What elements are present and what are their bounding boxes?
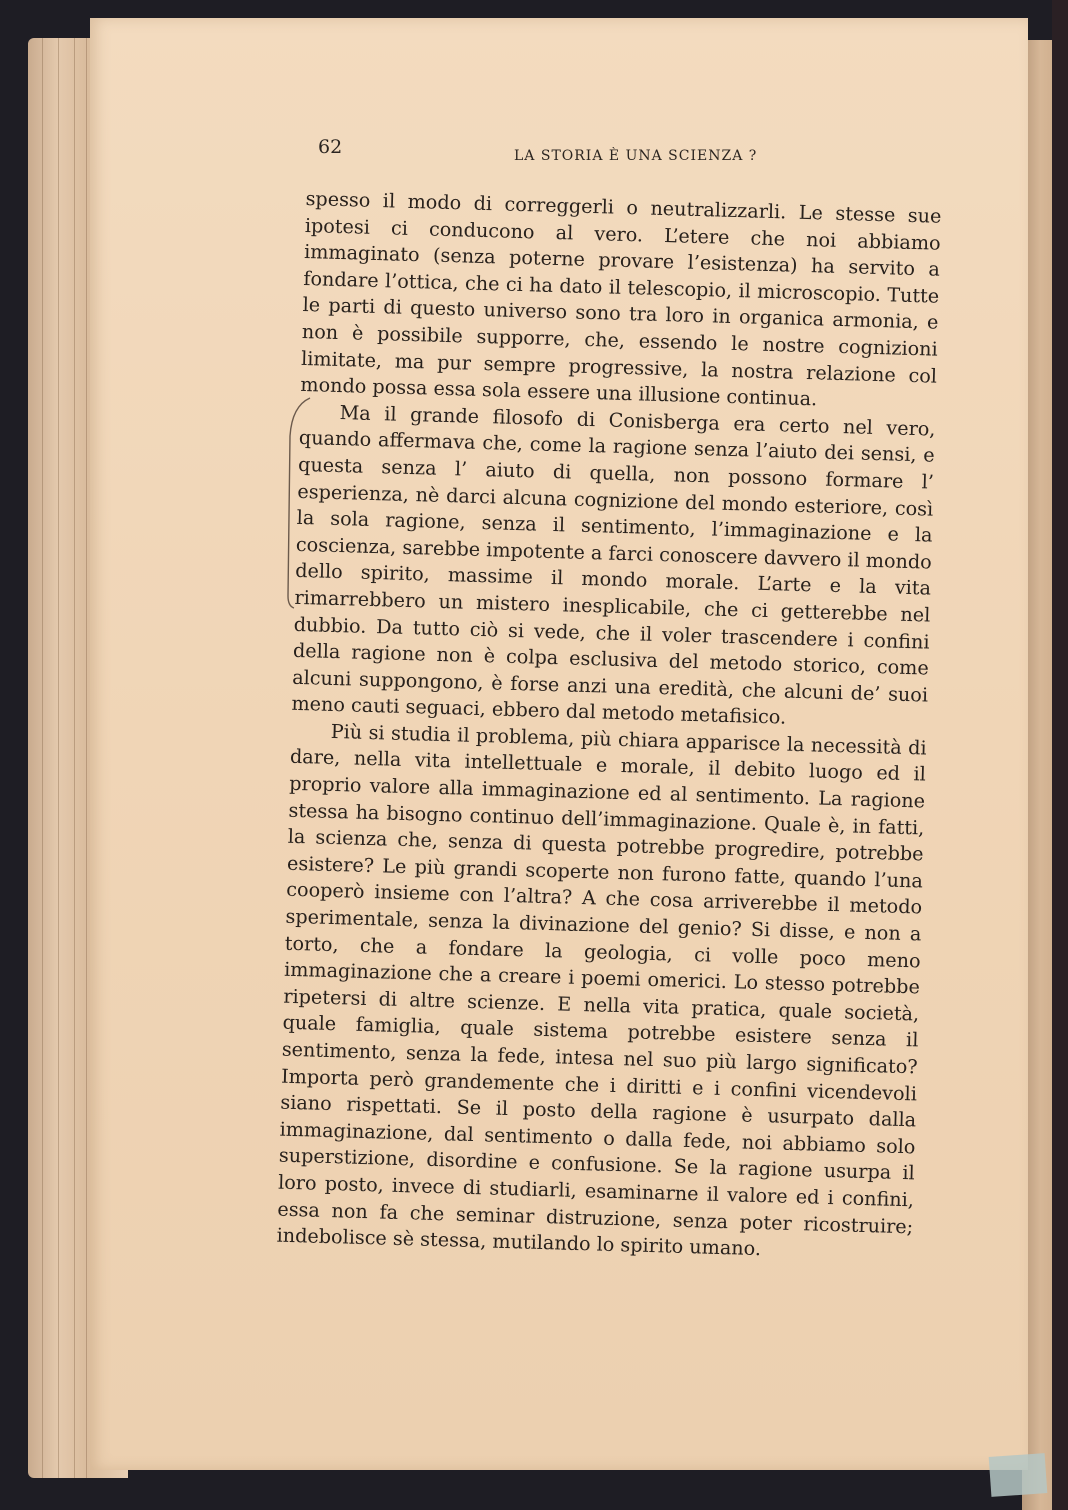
page-number: 62 [318, 136, 343, 158]
running-title: LA STORIA È UNA SCIENZA ? [514, 148, 758, 164]
paragraph-3: Più si studia il problema, più chiara apparisce la necessità di dare, nella vita intellettuale e morale, il debito luogo ed il proprio valore alla immaginazione ed al sentimento. La ragione stessa ha bisogno continuo dell’immaginazione. Quale è, in fatti, la scienza che, senza di questa potrebbe progredire, potrebbe esistere? Le più grandi scoperte non furono fatte, quando l’una cooperò insieme con l’altra? A che cosa arriverebbe il metodo sperimentale, senza la divinazione del genio? Si disse, e non a torto, che a fondare la geologia, ci volle poco meno immaginazione che a creare i poemi omerici. Lo stesso potrebbe ripetersi di altre scienze. E nella vita pratica, quale società, quale famiglia, quale sistema potrebbe esistere senza il sentimento, senza la fede, intesa nel suo più largo significato? Importa però grandemente che i diritti e i confini vicendevoli siano rispettati. Se il posto della ragione è usurpato dalla immaginazione, dal sentimento o dalla fede, noi abbiamo solo superstizione, disordine e confusione. Se la ragione usurpa il loro posto, invece di studiarli, esaminarne il valore ed i confini, essa non fa che seminar distruzione, senza poter ricostruire; indebolisce sè stessa, mutilando lo spirito umano. [276, 719, 927, 1261]
paragraph-2: Ma il grande filosofo di Conisberga era certo nel vero, quando affermava che, come la ragione senza l’aiuto dei sensi, e questa senza l’ aiuto di quella, non possono formare l’ esperienza, nè darci alcuna cognizione del mondo esteriore, così la sola ragione, senza il sentimento, l’immaginazione e la coscienza, sarebbe impotente a farci conoscere davvero il mondo dello spirito, massime il mondo morale. L’arte e la vita rimarrebbero un mistero inesplicabile, che ci getterebbe nel dubbio. Da tutto ciò si vede, che il voler trascendere i confini della ragione non è colpa esclusiva del metodo storico, come alcuni suppongono, è forse anzi una eredità, che alcuni de’ suoi meno cauti seguaci, ebbero dal metodo metafisico. [291, 400, 936, 729]
binding-shadow [1052, 0, 1068, 1510]
page-header [318, 136, 938, 166]
tape-strip [989, 1453, 1048, 1497]
paragraph-1: spesso il modo di correggerli o neutralizzarli. Le stesse sue ipotesi ci conducono al vero. L’etere che noi abbiamo immaginato (senza poterne provare l’esistenza) ha servito a fondare l’ottica, che ci ha dato il telescopio, il microscopio. Tutte le parti di questo universo sono tra loro in organica armonia, e non è possibile supporre, che, essendo le nostre cognizioni limitate, ma pur sempre progressive, la nostra relazione col mondo possa essa sola essere una illusione continua. [300, 186, 942, 411]
body-text [276, 186, 941, 1267]
